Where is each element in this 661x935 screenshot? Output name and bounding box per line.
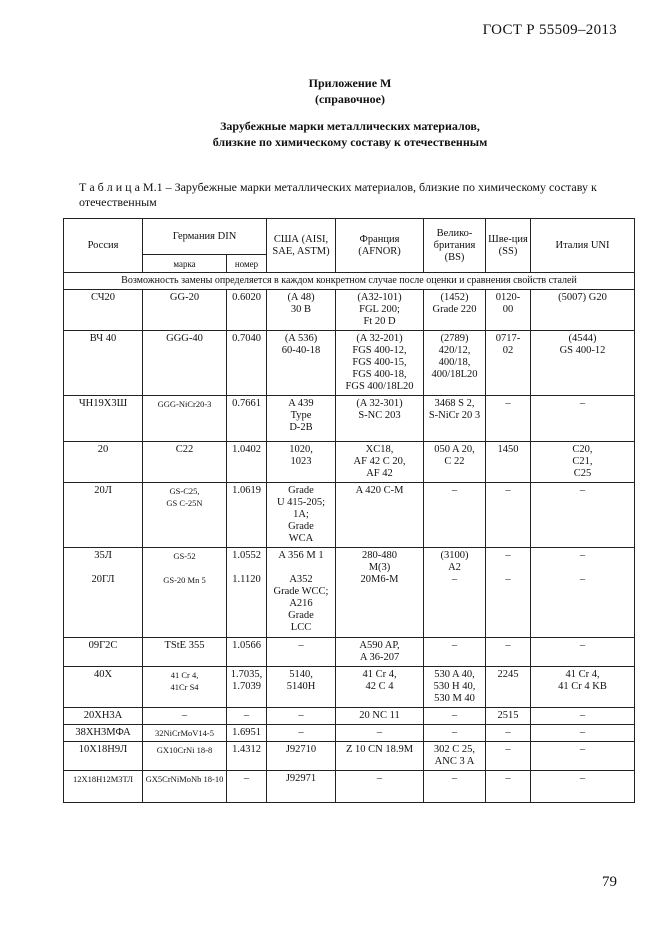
cell-italy: –: [531, 708, 635, 725]
cell-usa: J92710: [267, 742, 336, 771]
col-sweden: Шве-ция (SS): [486, 219, 531, 273]
cell-france: 20 NC 11: [336, 708, 424, 725]
page-number: 79: [602, 874, 617, 890]
cell-uk: –: [424, 725, 486, 742]
cell-usa: –: [267, 708, 336, 725]
cell-italy: –: [531, 725, 635, 742]
cell-sweden: 2245: [486, 667, 531, 708]
cell-russia: 20ХН3А: [64, 708, 143, 725]
table-row: [64, 331, 635, 396]
cell-uk: –: [424, 771, 486, 803]
cell-sweden: 0120- 00: [486, 290, 531, 331]
cell-italy: –: [531, 771, 635, 803]
cell-uk: –: [424, 708, 486, 725]
cell-russia: 40Х: [64, 667, 143, 708]
table-row: [64, 742, 635, 771]
cell-sweden: –: [486, 771, 531, 803]
cell-russia: 09Г2С: [64, 638, 143, 667]
cell-number: 1.0566: [227, 638, 267, 667]
cell-mark: GGG-NiCr20-3: [143, 396, 227, 442]
cell-number: 0.7661: [227, 396, 267, 442]
table-row: [64, 638, 635, 667]
cell-russia: ВЧ 40: [64, 331, 143, 396]
cell-italy: (4544) GS 400-12: [531, 331, 635, 396]
cell-uk: 3468 S 2, S-NiCr 20 3: [424, 396, 486, 442]
cell-sweden: 2515: [486, 708, 531, 725]
cell-usa: A 356 M 1 A352 Grade WCC; A216 Grade LCC: [267, 548, 336, 638]
cell-russia: 12Х18Н12М3ТЛ: [64, 771, 143, 803]
table-row: [64, 708, 635, 725]
col-france: Франция (AFNOR): [336, 219, 424, 273]
cell-russia: 20Л: [64, 483, 143, 548]
cell-mark: –: [143, 708, 227, 725]
col-uk: Велико-британия (BS): [424, 219, 486, 273]
col-germany-mark: марка: [143, 255, 227, 273]
appendix-subtitle: [0, 118, 661, 150]
cell-italy: –: [531, 396, 635, 442]
cell-italy: C20, C21, C25: [531, 442, 635, 483]
cell-uk: 050 A 20, C 22: [424, 442, 486, 483]
cell-number: –: [227, 771, 267, 803]
cell-mark: GX10CrNi 18-8: [143, 742, 227, 771]
appendix-subtitle-line2: близкие по химическому составу к отечественным: [212, 135, 488, 149]
cell-uk: (3100) A2 –: [424, 548, 486, 638]
table-caption: Т а б л и ц а М.1 – Зарубежные марки металлических материалов, близкие по химическому составу к отечественным: [79, 180, 597, 209]
cell-number: 1.7035, 1.7039: [227, 667, 267, 708]
col-russia: Россия: [64, 219, 143, 273]
cell-number: 1.4312: [227, 742, 267, 771]
cell-france: 280-480 M(3) 20M6-M: [336, 548, 424, 638]
table-row: [64, 442, 635, 483]
cell-italy: –: [531, 638, 635, 667]
cell-sweden: 1450: [486, 442, 531, 483]
cell-russia: 38ХН3МФА: [64, 725, 143, 742]
cell-france: Z 10 CN 18.9M: [336, 742, 424, 771]
cell-usa: A 439 Type D-2B: [267, 396, 336, 442]
cell-france: 41 Cr 4, 42 C 4: [336, 667, 424, 708]
cell-sweden: –: [486, 742, 531, 771]
cell-sweden: –: [486, 725, 531, 742]
col-germany-number: номер: [227, 255, 267, 273]
cell-number: 0.6020: [227, 290, 267, 331]
cell-uk: 530 A 40, 530 H 40, 530 M 40: [424, 667, 486, 708]
cell-uk: (1452) Grade 220: [424, 290, 486, 331]
appendix-title-line2: (справочное): [314, 92, 385, 106]
cell-number: 1.0402: [227, 442, 267, 483]
table-row: [64, 483, 635, 548]
cell-russia: ЧН19Х3Ш: [64, 396, 143, 442]
standard-header: ГОСТ Р 55509–2013: [482, 22, 617, 38]
cell-mark: C22: [143, 442, 227, 483]
cell-italy: –: [531, 742, 635, 771]
col-usa: США (AISI, SAE, ASTM): [267, 219, 336, 273]
materials-table: [63, 218, 635, 803]
cell-mark: TStE 355: [143, 638, 227, 667]
cell-mark: GGG-40: [143, 331, 227, 396]
cell-usa: –: [267, 725, 336, 742]
cell-france: (A 32-201) FGS 400-12, FGS 400-15, FGS 400-18, FGS 400/18L20: [336, 331, 424, 396]
col-germany: Германия DIN: [143, 219, 267, 255]
cell-mark: GX5CrNiMoNb 18-10: [143, 771, 227, 803]
cell-usa: 5140, 5140H: [267, 667, 336, 708]
cell-france: (A32-101) FGL 200; Ft 20 D: [336, 290, 424, 331]
cell-number: 1.0619: [227, 483, 267, 548]
cell-sweden: 0717- 02: [486, 331, 531, 396]
cell-usa: –: [267, 638, 336, 667]
cell-france: (A 32-301) S-NC 203: [336, 396, 424, 442]
cell-mark: GS-C25, GS C-25N: [143, 483, 227, 548]
cell-russia: 10Х18Н9Л: [64, 742, 143, 771]
cell-uk: 302 C 25, ANC 3 A: [424, 742, 486, 771]
cell-russia: СЧ20: [64, 290, 143, 331]
cell-mark: GS-52 GS-20 Mn 5: [143, 548, 227, 638]
table-row: [64, 667, 635, 708]
appendix-title: [0, 75, 661, 107]
cell-number: –: [227, 708, 267, 725]
cell-number: 1.0552 1.1120: [227, 548, 267, 638]
cell-sweden: –: [486, 396, 531, 442]
table-row: [64, 771, 635, 803]
cell-russia: 20: [64, 442, 143, 483]
cell-italy: – –: [531, 548, 635, 638]
cell-france: –: [336, 771, 424, 803]
col-italy: Италия UNI: [531, 219, 635, 273]
cell-usa: (A 48) 30 B: [267, 290, 336, 331]
cell-italy: 41 Cr 4, 41 Cr 4 KB: [531, 667, 635, 708]
cell-italy: –: [531, 483, 635, 548]
cell-usa: J92971: [267, 771, 336, 803]
cell-france: XC18, AF 42 C 20, AF 42: [336, 442, 424, 483]
table-row: [64, 290, 635, 331]
note-row: Возможность замены определяется в каждом конкретном случае после оценки и сравнения свойств сталей: [64, 273, 635, 290]
appendix-title-line1: Приложение М: [308, 76, 392, 90]
cell-france: A 420 C-M: [336, 483, 424, 548]
cell-france: –: [336, 725, 424, 742]
cell-usa: Grade U 415-205; 1A; Grade WCA: [267, 483, 336, 548]
cell-france: A590 AP, A 36-207: [336, 638, 424, 667]
cell-russia: 35Л 20ГЛ: [64, 548, 143, 638]
cell-uk: –: [424, 483, 486, 548]
cell-sweden: –: [486, 638, 531, 667]
cell-mark: GG-20: [143, 290, 227, 331]
cell-sweden: –: [486, 483, 531, 548]
table-row: [64, 548, 635, 638]
cell-number: 0.7040: [227, 331, 267, 396]
cell-number: 1.6951: [227, 725, 267, 742]
table-row: [64, 725, 635, 742]
cell-mark: 41 Cr 4, 41Cr S4: [143, 667, 227, 708]
appendix-subtitle-line1: Зарубежные марки металлических материалов,: [220, 119, 480, 133]
cell-mark: 32NiCrMoV14-5: [143, 725, 227, 742]
cell-italy: (5007) G20: [531, 290, 635, 331]
cell-uk: (2789) 420/12, 400/18, 400/18L20: [424, 331, 486, 396]
cell-usa: 1020, 1023: [267, 442, 336, 483]
cell-sweden: – –: [486, 548, 531, 638]
table-row: [64, 396, 635, 442]
cell-usa: (A 536) 60-40-18: [267, 331, 336, 396]
cell-uk: –: [424, 638, 486, 667]
